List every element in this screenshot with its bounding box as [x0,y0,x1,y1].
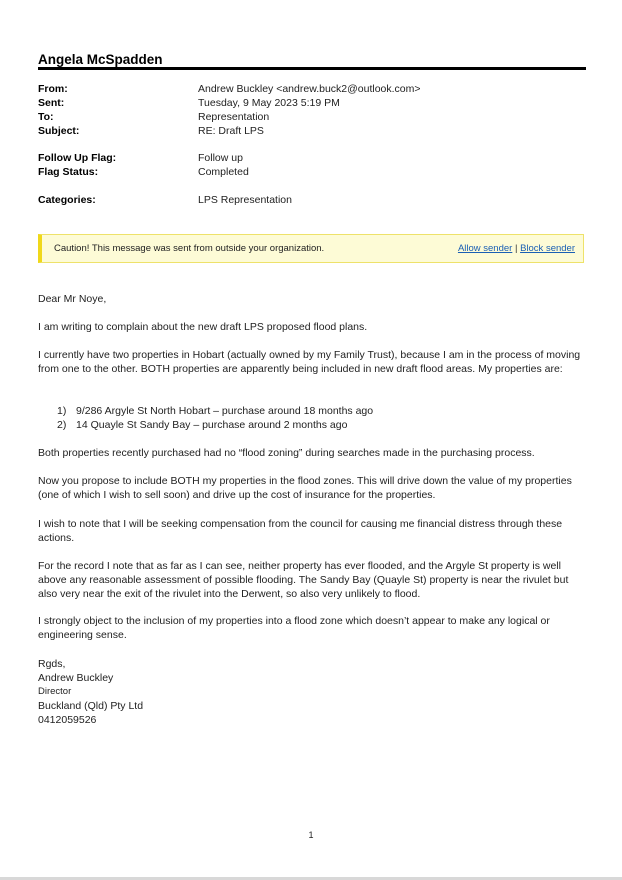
follow-up-flag-label: Follow Up Flag: [38,152,117,164]
body-paragraph-2: I currently have two properties in Hobart (actually owned by my Family Trust), because I am in the process of moving from one to the other. BOTH properties are apparently being included in new draft flood areas. My properties are: [38,349,581,375]
from-value: Andrew Buckley <andrew.buck2@outlook.com> [198,83,421,95]
body-paragraph-5: I wish to note that I will be seeking compensation from the council for causing me financial distress through these actions. [38,518,563,544]
to-value: Representation [198,111,270,123]
list-text: 9/286 Argyle St North Hobart – purchase around 18 months ago [76,405,374,417]
subject-label: Subject: [38,125,80,137]
from-label: From: [38,83,68,95]
body-paragraph-1: I am writing to complain about the new draft LPS proposed flood plans. [38,321,368,333]
allow-sender-link[interactable]: Allow sender [457,243,513,254]
to-label: To: [38,111,54,123]
list-number: 1) [57,405,67,417]
sent-label: Sent: [38,97,65,109]
property-list-item [57,418,347,432]
subject-value: RE: Draft LPS [198,125,264,137]
signature-name: Andrew Buckley [38,672,114,684]
caution-separator: | [514,243,518,254]
flag-status-label: Flag Status: [38,166,99,178]
property-list-item [57,404,373,418]
categories-label: Categories: [38,194,96,206]
page-number: 1 [308,830,314,840]
follow-up-flag-value: Follow up [198,152,243,164]
external-sender-caution-banner [38,234,584,263]
greeting: Dear Mr Noye, [38,293,107,305]
signature-title: Director [38,686,72,697]
signature-company: Buckland (Qld) Pty Ltd [38,700,144,712]
caution-message: Caution! This message was sent from outside your organization. [54,243,325,254]
flag-status-value: Completed [198,166,249,178]
block-sender-link[interactable]: Block sender [520,243,575,254]
signature-signoff: Rgds, [38,658,66,670]
list-number: 2) [57,419,67,431]
body-paragraph-4: Now you propose to include BOTH my properties in the flood zones. This will drive down the value of my properties (one of which I wish to sell soon) and drive up the cost of insurance for the properties. [38,475,572,501]
body-paragraph-6: For the record I note that as far as I can see, neither property has ever flooded, and the Argyle St property is well above any reasonable assessment of possible flooding. The Sandy Bay (Quayle St) property is near the rivulet but also very near the exit of the rivulet into the Derwent, so also very unlikely to flood. [38,560,569,600]
body-paragraph-7: I strongly object to the inclusion of my properties into a flood zone which doesn’t appear to make any logical or engineering sense. [38,615,550,641]
body-paragraph-3: Both properties recently purchased had no “flood zoning” during searches made in the purchasing process. [38,447,535,459]
signature-phone: 0412059526 [38,714,97,726]
mailbox-owner-name: Angela McSpadden [38,52,163,67]
caution-actions [458,243,575,254]
sent-value: Tuesday, 9 May 2023 5:19 PM [198,97,340,109]
owner-divider [38,67,586,70]
categories-value: LPS Representation [198,194,292,206]
list-text: 14 Quayle St Sandy Bay – purchase around 2 months ago [76,419,348,431]
